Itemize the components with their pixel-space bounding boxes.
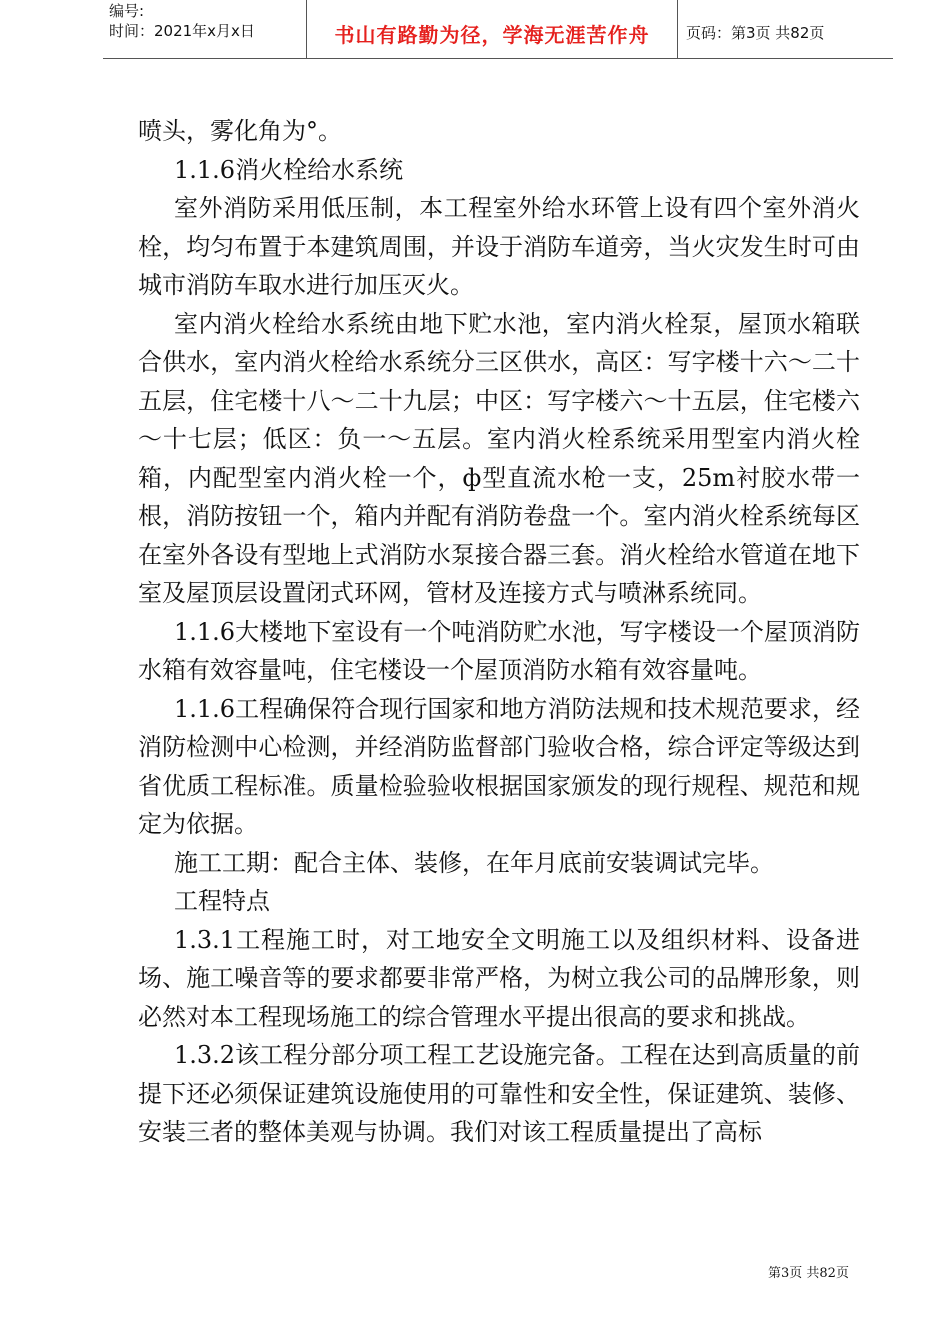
header-motto-cell <box>307 0 678 58</box>
document-body <box>138 112 860 1152</box>
section-heading-hydrant-system: 1.1.6消火栓给水系统 <box>174 155 404 184</box>
paragraph-feature-1: 1.3.1工程施工时，对工地安全文明施工以及组织材料、设备进场、施工噪音等的要求都要非常严格，为树立我公司的品牌形象，则必然对本工程现场施工的综合管理水平提出很高的要求和挑战。 <box>138 925 860 1031</box>
paragraph-indoor-hydrant: 室内消火栓给水系统由地下贮水池，室内消火栓泵，屋顶水箱联合供水，室内消火栓给水系统分三区供水，高区：写字楼十六～二十五层，住宅楼十八～二十九层；中区：写字楼六～十五层，住宅楼六～十七层；低区：负一～五层。室内消火栓系统采用型室内消火栓箱，内配型室内消火栓一个，ф型直流水枪一支，25m衬胶水带一根，消防按钮一个，箱内并配有消防卷盘一个。室内消火栓系统每区在室外各设有型地上式消防水泵接合器三套。消火栓给水管道在地下室及屋顶层设置闭式环网，管材及连接方式与喷淋系统同。 <box>138 309 860 607</box>
paragraph-compliance: 1.1.6工程确保符合现行国家和地方消防法规和技术规范要求，经消防检测中心检测，并经消防监督部门验收合格，综合评定等级达到省优质工程标准。质量检验验收根据国家颁发的现行规程、规范和规定为依据。 <box>138 694 860 838</box>
paragraph-nozzle-angle: 喷头，雾化角为°。 <box>138 117 342 145</box>
footer-page-number: 第3页 共82页 <box>768 1266 849 1281</box>
paragraph-outdoor-fire: 室外消防采用低压制，本工程室外给水环管上设有四个室外消火栓，均匀布置于本建筑周围，并设于消防车道旁，当火灾发生时可由城市消防车取水进行加压灭火。 <box>138 194 860 299</box>
header-page-cell <box>678 0 893 58</box>
serial-number-label: 编号: <box>109 2 145 20</box>
paragraph-water-tanks: 1.1.6大楼地下室设有一个吨消防贮水池，写字楼设一个屋顶消防水箱有效容量吨，住宅楼设一个屋顶消防水箱有效容量吨。 <box>138 617 860 684</box>
time-label: 时间：2021年x月x日 <box>109 22 255 40</box>
header-page-number: 页码：第3页 共82页 <box>686 24 825 42</box>
paragraph-schedule: 施工工期：配合主体、装修，在年月底前安装调试完毕。 <box>174 848 774 877</box>
paragraph-feature-2: 1.3.2该工程分部分项工程工艺设施完备。工程在达到高质量的前提下还必须保证建筑设施使用的可靠性和安全性，保证建筑、装修、安装三者的整体美观与协调。我们对该工程质量提出了高标 <box>138 1041 860 1146</box>
motto-text: 书山有路勤为径，学海无涯苦作舟 <box>334 23 650 47</box>
header-info-cell <box>103 0 307 58</box>
section-heading-features: 工程特点 <box>174 887 270 915</box>
page-header <box>103 0 893 59</box>
